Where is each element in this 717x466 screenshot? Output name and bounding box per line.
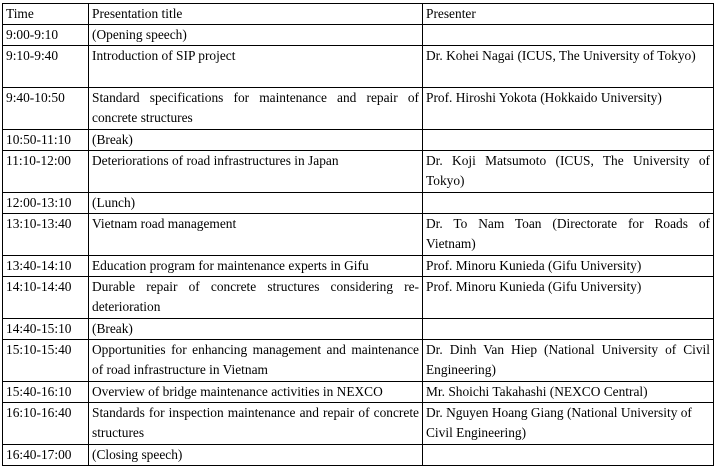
- presenter-cell: [423, 25, 714, 46]
- table-header-row: [3, 4, 714, 25]
- time-cell: 10:50-11:10: [3, 130, 89, 151]
- presenter-cell: Dr. Dinh Van Hiep (National University of Civil Engineering): [423, 340, 714, 382]
- title-cell: (Opening speech): [89, 25, 423, 46]
- title-cell: Standards for inspection maintenance and repair of concrete structures: [89, 403, 423, 445]
- title-cell: (Lunch): [89, 193, 423, 214]
- title-cell: (Break): [89, 130, 423, 151]
- title-cell: Overview of bridge maintenance activities in NEXCO: [89, 382, 423, 403]
- presenter-cell: Prof. Minoru Kunieda (Gifu University): [423, 256, 714, 277]
- table-row: [3, 214, 714, 256]
- title-cell: (Break): [89, 319, 423, 340]
- table-row: [3, 403, 714, 445]
- time-cell: 13:10-13:40: [3, 214, 89, 256]
- time-cell: 12:00-13:10: [3, 193, 89, 214]
- table-row: [3, 88, 714, 130]
- table-row: [3, 193, 714, 214]
- table-row: [3, 130, 714, 151]
- schedule-document: [2, 3, 714, 466]
- presenter-cell: [423, 193, 714, 214]
- presenter-cell: Dr. Koji Matsumoto (ICUS, The University of Tokyo): [423, 151, 714, 193]
- presenter-cell: [423, 445, 714, 466]
- time-cell: 15:10-15:40: [3, 340, 89, 382]
- time-cell: 15:40-16:10: [3, 382, 89, 403]
- presenter-cell: [423, 130, 714, 151]
- presenter-cell: [423, 319, 714, 340]
- time-cell: 14:40-15:10: [3, 319, 89, 340]
- table-row: [3, 319, 714, 340]
- title-cell: Introduction of SIP project: [89, 46, 423, 88]
- time-cell: 11:10-12:00: [3, 151, 89, 193]
- table-row: [3, 340, 714, 382]
- time-cell: 9:10-9:40: [3, 46, 89, 88]
- title-cell: Opportunities for enhancing management and maintenance of road infrastructure in Vietnam: [89, 340, 423, 382]
- table-row: [3, 256, 714, 277]
- presenter-cell: Mr. Shoichi Takahashi (NEXCO Central): [423, 382, 714, 403]
- table-row: [3, 445, 714, 466]
- time-cell: 16:40-17:00: [3, 445, 89, 466]
- time-cell: 13:40-14:10: [3, 256, 89, 277]
- time-cell: 9:40-10:50: [3, 88, 89, 130]
- presenter-cell: Prof. Minoru Kunieda (Gifu University): [423, 277, 714, 319]
- column-header-time: Time: [3, 4, 89, 25]
- presenter-cell: Dr. Kohei Nagai (ICUS, The University of Tokyo): [423, 46, 714, 88]
- title-cell: Standard specifications for maintenance and repair of concrete structures: [89, 88, 423, 130]
- time-cell: 16:10-16:40: [3, 403, 89, 445]
- title-cell: Education program for maintenance experts in Gifu: [89, 256, 423, 277]
- schedule-table: [2, 3, 714, 466]
- column-header-title: Presentation title: [89, 4, 423, 25]
- title-cell: (Closing speech): [89, 445, 423, 466]
- time-cell: 9:00-9:10: [3, 25, 89, 46]
- presenter-cell: Prof. Hiroshi Yokota (Hokkaido University): [423, 88, 714, 130]
- title-cell: Deteriorations of road infrastructures in Japan: [89, 151, 423, 193]
- table-row: [3, 151, 714, 193]
- table-row: [3, 25, 714, 46]
- table-row: [3, 382, 714, 403]
- time-cell: 14:10-14:40: [3, 277, 89, 319]
- table-row: [3, 277, 714, 319]
- title-cell: Vietnam road management: [89, 214, 423, 256]
- presenter-cell: Dr. To Nam Toan (Directorate for Roads of Vietnam): [423, 214, 714, 256]
- table-row: [3, 46, 714, 88]
- presenter-cell: Dr. Nguyen Hoang Giang (National University of Civil Engineering): [423, 403, 714, 445]
- column-header-presenter: Presenter: [423, 4, 714, 25]
- title-cell: Durable repair of concrete structures considering re-deterioration: [89, 277, 423, 319]
